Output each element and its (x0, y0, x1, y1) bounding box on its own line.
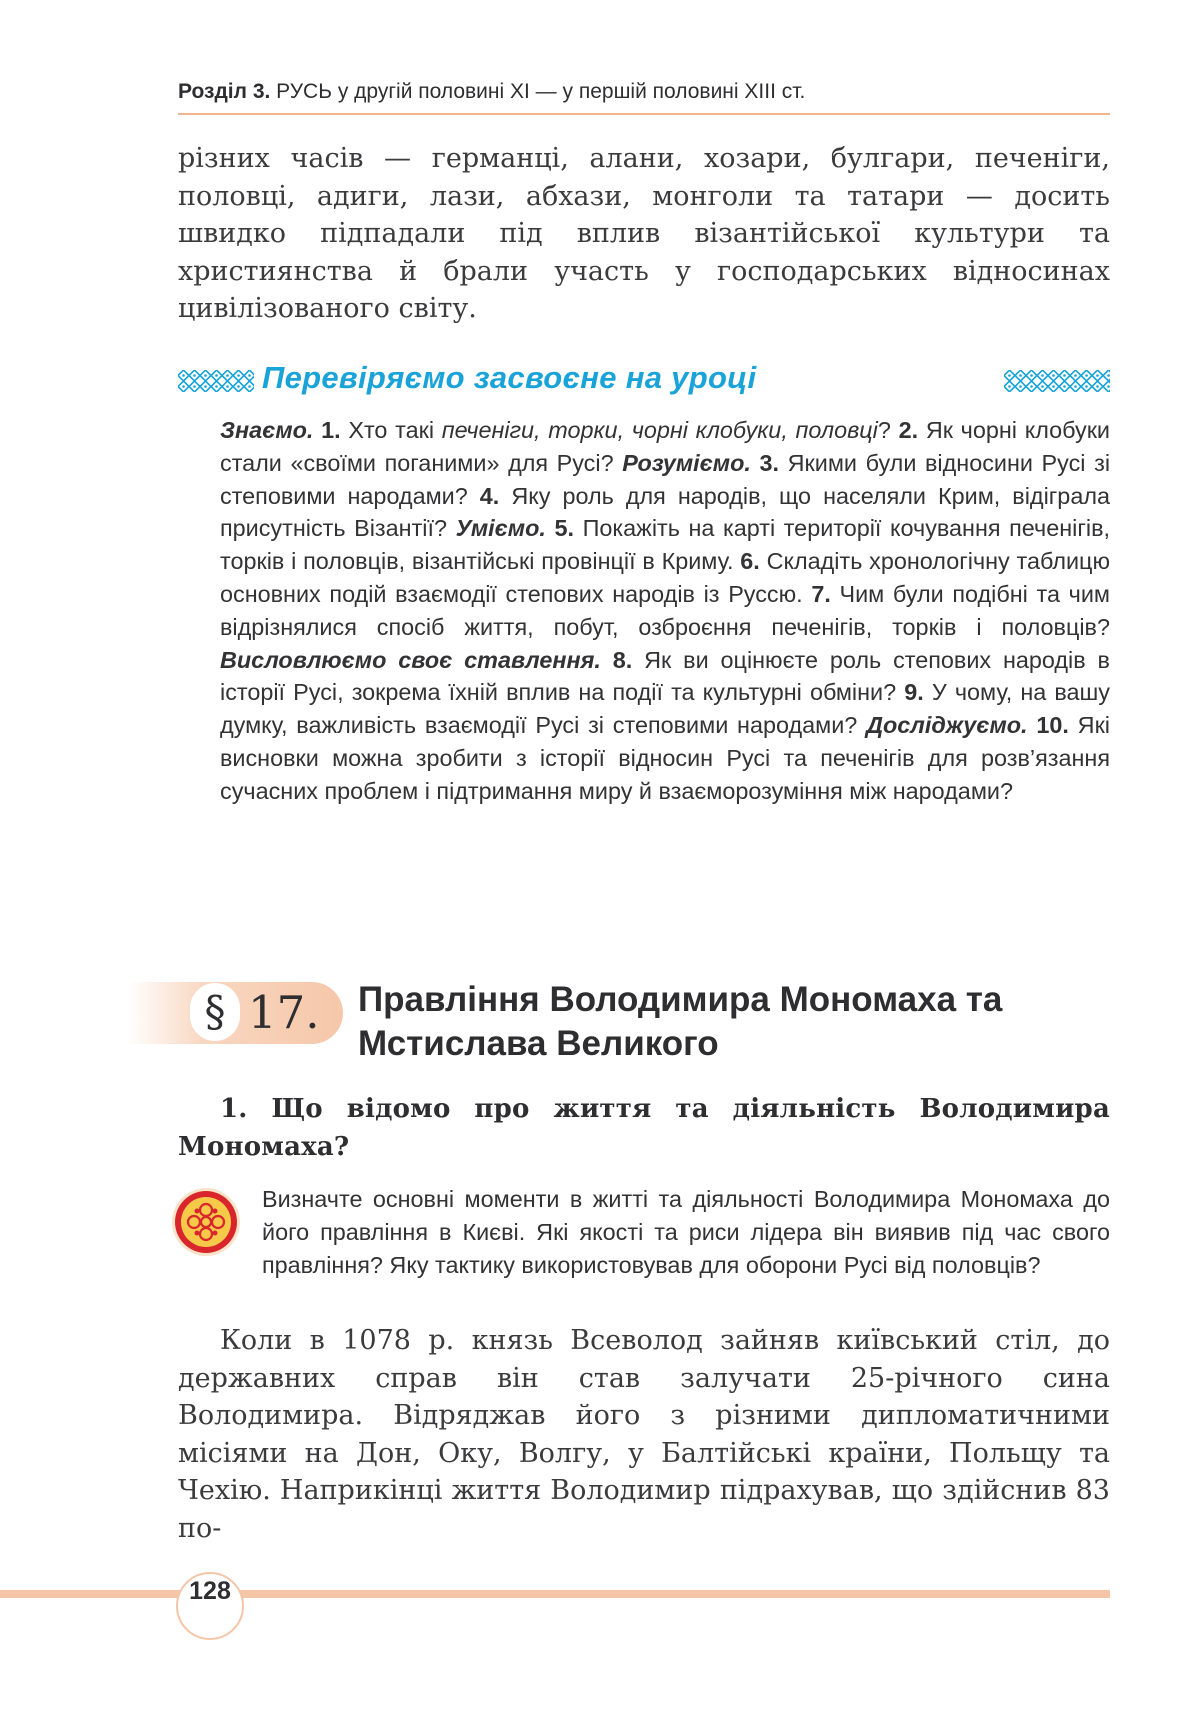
question-text: Які висновки можна зробити з історії відносин Русі та печенігів для розв’язання сучасних проблем і підтримання миру й взаєморозуміння між народами? (220, 712, 1110, 804)
subsection-heading (178, 1090, 1110, 1166)
task-text: Визначте основні моменти в житті та діяльності Володимира Мономаха до його правління в Києві. Які якості та риси лідера він виявив під час свого правління? Яку тактику використовував для оборони Русі від половців? (262, 1186, 1110, 1278)
question-text (313, 417, 321, 443)
question-text: Чим були подібні та чим відрізнялися спосіб життя, побут, озброєння печенігів, торків і половців? (220, 580, 1110, 640)
question-text: Хто такі (340, 417, 442, 443)
footer-rule (0, 1590, 1110, 1598)
question-number: 9. (904, 679, 924, 706)
question-text (601, 647, 613, 673)
question-text: Яку роль для народів, що населяли Крим, відіграла присутність Візантії? (220, 482, 1110, 542)
page-number: 128 (189, 1577, 231, 1605)
question-category: Знаємо. (220, 417, 314, 443)
question-number: 6. (740, 548, 760, 575)
ornament-left-icon (178, 370, 254, 392)
question-text: ? (877, 417, 899, 443)
section-title: РУСЬ у другій половині XI — у першій половині XIII ст. (276, 80, 806, 103)
question-text: Покажіть на карті території кочування печенігів, торків і половців, візантійські провінції в Криму. (220, 515, 1110, 575)
header-rule (178, 113, 1110, 115)
paragraph-title: Правління Володимира Мономаха та Мстислава Великого (358, 980, 1003, 1063)
intro-paragraph (178, 140, 1110, 328)
ornament-right-icon (1004, 370, 1110, 392)
question-text: Складіть хронологічну таблицю основних подій взаємодії степових народів із Руссю. (220, 548, 1110, 607)
question-category: Досліджуємо. (866, 712, 1028, 739)
question-text: печеніги, торки, чорні клобуки, половці (441, 417, 878, 443)
question-category: Розуміємо. (622, 449, 751, 476)
question-text: Як чорні клобуки стали «своїми поганими» для Русі? (220, 417, 1110, 476)
question-number: 10. (1036, 712, 1069, 739)
question-text (751, 450, 760, 476)
subsection-heading-line1: 1. Що відомо про життя та діяльність Володимира (220, 1094, 1110, 1124)
check-title: Перевіряємо засвоєне на уроці (262, 360, 757, 395)
question-text: У чому, на вашу думку, важливість взаємодії Русі зі степовими народами? (220, 679, 1110, 739)
questions-block (220, 414, 1110, 808)
question-number: 3. (759, 449, 780, 476)
question-number: 8. (612, 646, 633, 673)
intro-text: різних часів — германці, алани, хозари, булгари, печеніги, половці, адиги, лази, абхази, монголи та татари — досить швидко підпадали під вплив візантійської культури та християнства й брали участь у господарських відносинах цивілізованого світу. (178, 143, 1110, 324)
question-number: 1. (321, 417, 341, 443)
question-category: Уміємо. (455, 515, 546, 542)
question-number: 4. (479, 482, 500, 509)
ornament-rosette-icon (170, 1186, 242, 1258)
subsection-heading-line2: Мономаха? (178, 1132, 350, 1162)
question-number: 7. (811, 580, 831, 607)
check-banner (178, 360, 1110, 400)
main-paragraph (178, 1322, 1110, 1547)
paragraph-sign: § (190, 983, 240, 1041)
question-number: 2. (898, 417, 919, 443)
section-label: Розділ 3. (178, 80, 271, 103)
paragraph-number: 17. (248, 986, 320, 1039)
question-text: Як ви оцінюєте роль степових народів в історії Русі, зокрема їхній вплив на події та культурні обміни? (220, 646, 1110, 706)
question-number: 5. (554, 515, 575, 542)
question-text (546, 515, 555, 541)
main-text: Коли в 1078 р. князь Всеволод зайняв київський стіл, до державних справ він став залучати 25-річного сина Володимира. Відряджав його з різними дипломатичними місіями на Дон, Оку, Волгу, у Балтійські країни, Польщу та Чехію. Наприкінці життя Володимир підрахував, що здійснив 83 по- (178, 1325, 1110, 1544)
question-category: Висловлюємо своє ставлення. (220, 646, 601, 673)
running-head (178, 80, 1110, 104)
question-text: Якими були відносини Русі зі степовими народами? (220, 449, 1111, 509)
